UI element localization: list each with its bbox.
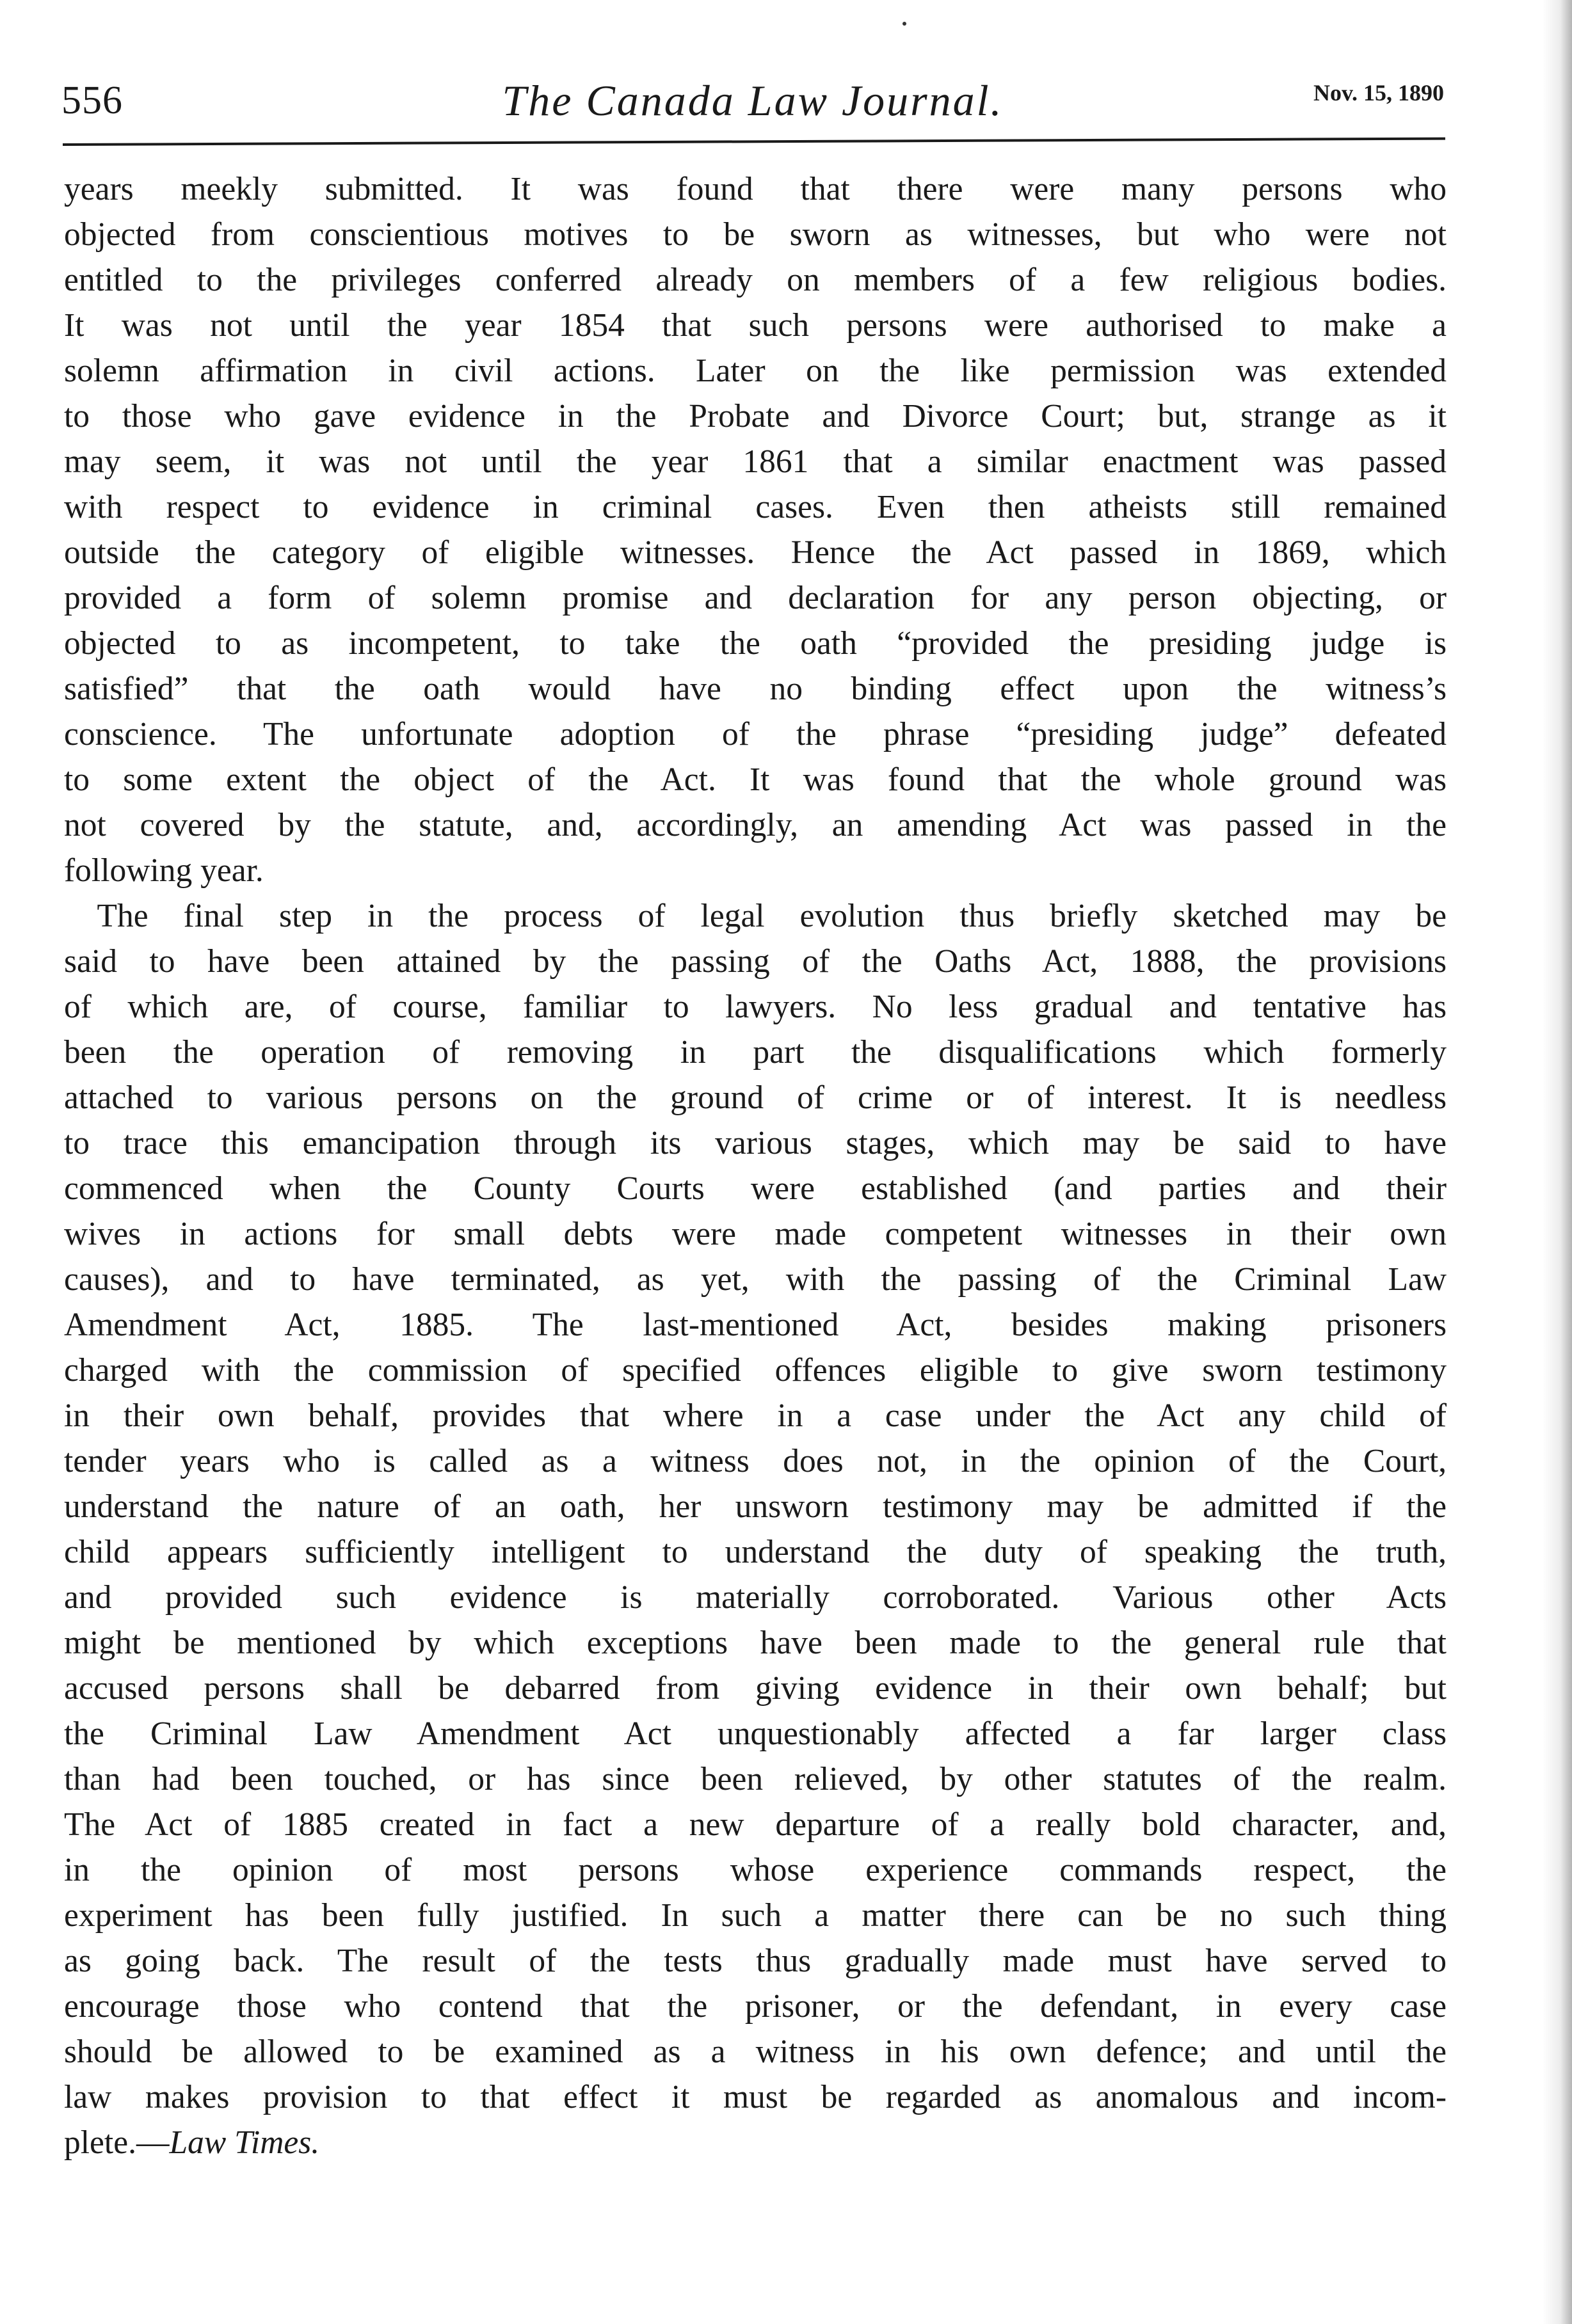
source-attribution: Law Times.	[169, 2124, 320, 2161]
text-line: solemn affirmation in civil actions. Later on the like permission was extended	[64, 353, 1447, 389]
text-line: experiment has been fully justified. In such a matter there can be no such thing	[64, 1897, 1447, 1934]
text-line: objected from conscientious motives to be sworn as witnesses, but who were not	[64, 216, 1447, 253]
page-binding-edge	[1543, 0, 1572, 2324]
text-line: It was not until the year 1854 that such persons were authorised to make a	[64, 307, 1447, 344]
text-line: said to have been attained by the passing of the Oaths Act, 1888, the provisions	[64, 943, 1447, 980]
journal-title: The Canada Law Journal.	[502, 76, 1004, 125]
text-line: child appears sufficiently intelligent to understand the duty of speaking the truth,	[64, 1534, 1447, 1570]
header-rule	[63, 138, 1445, 146]
article-body	[64, 166, 1447, 2165]
text-line: The Act of 1885 created in fact a new departure of a really bold character, and,	[64, 1806, 1447, 1843]
text-line: wives in actions for small debts were made competent witnesses in their own	[64, 1216, 1447, 1252]
text-line: with respect to evidence in criminal cases. Even then atheists still remained	[64, 489, 1447, 525]
page-number: 556	[61, 79, 123, 122]
text-line: satisfied” that the oath would have no binding effect upon the witness’s	[64, 671, 1447, 707]
text-line: as going back. The result of the tests thus gradually made must have served to	[64, 1943, 1447, 1979]
text-line: in the opinion of most persons whose experience commands respect, the	[64, 1852, 1447, 1888]
text-line: years meekly submitted. It was found that there were many persons who	[64, 171, 1447, 207]
text-line: The final step in the process of legal evolution thus briefly sketched may be	[64, 898, 1447, 934]
text-line: entitled to the privileges conferred already on members of a few religious bodies.	[64, 262, 1447, 298]
text-line: might be mentioned by which exceptions have been made to the general rule that	[64, 1625, 1447, 1661]
text-line: understand the nature of an oath, her unsworn testimony may be admitted if the	[64, 1488, 1447, 1525]
text-line: charged with the commission of specified offences eligible to give sworn testimony	[64, 1352, 1447, 1389]
text-line: conscience. The unfortunate adoption of the phrase “presiding judge” defeated	[64, 716, 1447, 752]
text-line: Amendment Act, 1885. The last-mentioned Act, besides making prisoners	[64, 1307, 1447, 1343]
text-line: following year.	[64, 852, 264, 889]
text-line: causes), and to have terminated, as yet, with the passing of the Criminal Law	[64, 1261, 1447, 1298]
text-line: to those who gave evidence in the Probate and Divorce Court; but, strange as it	[64, 398, 1447, 434]
text-line: to some extent the object of the Act. It was found that the whole ground was	[64, 761, 1447, 798]
text-line: in their own behalf, provides that where in a case under the Act any child of	[64, 1397, 1447, 1434]
text-line: commenced when the County Courts were established (and parties and their	[64, 1170, 1447, 1207]
text-line: accused persons shall be debarred from giving evidence in their own behalf; but	[64, 1670, 1447, 1707]
text-line: objected to as incompetent, to take the oath “provided the presiding judge is	[64, 625, 1447, 662]
text-line: attached to various persons on the ground of crime or of interest. It is needless	[64, 1079, 1447, 1116]
text-line: to trace this emancipation through its various stages, which may be said to have	[64, 1125, 1447, 1161]
text-line: been the operation of removing in part the disqualifications which formerly	[64, 1034, 1447, 1070]
text-line: and provided such evidence is materially corroborated. Various other Acts	[64, 1579, 1447, 1616]
final-line-text: plete.—	[64, 2124, 170, 2161]
text-line: should be allowed to be examined as a witness in his own defence; and until the	[64, 2034, 1447, 2070]
print-speck	[902, 22, 906, 26]
text-line: not covered by the statute, and, accordingly, an amending Act was passed in the	[64, 807, 1447, 843]
text-line: tender years who is called as a witness does not, in the opinion of the Court,	[64, 1443, 1447, 1479]
text-line: outside the category of eligible witnesses. Hence the Act passed in 1869, which	[64, 534, 1447, 571]
text-line: law makes provision to that effect it must be regarded as anomalous and incom-	[64, 2079, 1447, 2115]
text-line: than had been touched, or has since been relieved, by other statutes of the realm.	[64, 1761, 1447, 1797]
running-header	[61, 64, 1444, 128]
text-line: encourage those who contend that the prisoner, or the defendant, in every case	[64, 1988, 1447, 2025]
text-line: may seem, it was not until the year 1861 that a similar enactment was passed	[64, 443, 1447, 480]
final-text-line	[64, 2120, 1447, 2165]
text-line: of which are, of course, familiar to lawyers. No less gradual and tentative has	[64, 989, 1447, 1025]
text-line: the Criminal Law Amendment Act unquestionably affected a far larger class	[64, 1715, 1447, 1752]
text-line: provided a form of solemn promise and declaration for any person objecting, or	[64, 580, 1447, 616]
issue-date: Nov. 15, 1890	[1313, 80, 1444, 106]
